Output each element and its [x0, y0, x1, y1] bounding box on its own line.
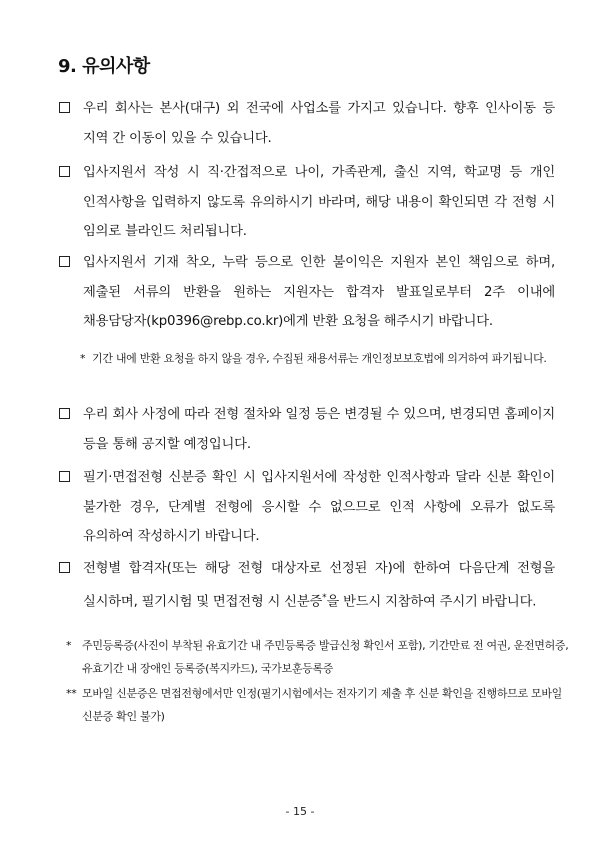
notice-text: 입사지원서 기재 착오, 누락 등으로 인한 불이익은 지원자 본인 책임으로 하며, 제출된 서류의 반환을 원하는 지원자는 합격자 발표일로부터 2주 이내에 채용담당자(kp0396@rebp.co.kr)에게 반환 요청을 해주시기 바랍니다.	[83, 255, 555, 329]
notice-text: 필기·면접전형 신분증 확인 시 입사지원서에 작성한 인적사항과 달라 신분 확인이 불가한 경우, 단계별 전형에 응시할 수 없으므로 인적 사항에 오류가 없도록 유의하여 작성하시기 바랍니다.	[83, 470, 555, 544]
notice-text	[83, 554, 555, 616]
note-asterisk: **	[66, 687, 77, 700]
note-text: 모바일 신분증은 면접전형에서만 인정(필기시험에서는 전자기기 제출 후 신분 확인을 진행하므로 모바일 신분증 확인 불가)	[82, 687, 562, 723]
footnote-marker: *	[322, 592, 327, 603]
notice-text-part: 을 반드시 지참하여 주시기 바랍니다.	[326, 593, 537, 609]
return-note	[80, 347, 572, 370]
notice-item-document-return	[59, 248, 555, 337]
notice-text-part: 전형별 합격자(또는 해당 전형 대상자로 선정된 자)에 한하여 다음단계 전형을 실시하며, 필기시험 및 면접전형 시 신분증	[83, 561, 556, 609]
checkbox-bullet	[59, 102, 70, 113]
checkbox-bullet	[59, 471, 70, 482]
checkbox-bullet	[59, 562, 70, 573]
page-number: - 15 -	[285, 805, 315, 818]
notice-item-schedule-change	[59, 400, 555, 459]
checkbox-bullet	[59, 256, 70, 267]
notice-item-id-required	[59, 554, 555, 616]
id-types-note	[66, 634, 578, 680]
note-asterisk: *	[66, 639, 72, 652]
notice-item-id-check	[59, 463, 555, 552]
notice-text: 우리 회사는 본사(대구) 외 전국에 사업소를 가지고 있습니다. 향후 인사이동 등 지역 간 이동이 있을 수 있습니다.	[83, 101, 555, 146]
note-asterisk: *	[80, 352, 86, 365]
page-title: 9. 유의사항	[58, 56, 150, 77]
notice-item-relocation	[59, 94, 555, 153]
notice-text: 입사지원서 작성 시 직·간접적으로 나이, 가족관계, 출신 지역, 학교명 등 개인 인적사항을 입력하지 않도록 유의하시기 바라며, 해당 내용이 확인되면 각 전형 시 임의로 블라인드 처리됩니다.	[83, 165, 555, 239]
checkbox-bullet	[59, 408, 70, 419]
checkbox-bullet	[59, 166, 70, 177]
notice-text: 우리 회사 사정에 따라 전형 절차와 일정 등은 변경될 수 있으며, 변경되면 홈페이지 등을 통해 공지할 예정입니다.	[83, 407, 555, 452]
note-text: 기간 내에 반환 요청을 하지 않을 경우, 수집된 채용서류는 개인정보보호법에 의거하여 파기됩니다.	[92, 352, 547, 365]
notice-item-blind	[59, 158, 555, 247]
note-text: 주민등록증(사진이 부착된 유효기간 내 주민등록증 발급신청 확인서 포함), 기간만료 전 여권, 운전면허증, 유효기간 내 장애인 등록증(복지카드), 국가보훈등록증	[82, 639, 569, 675]
mobile-id-note	[66, 682, 578, 728]
